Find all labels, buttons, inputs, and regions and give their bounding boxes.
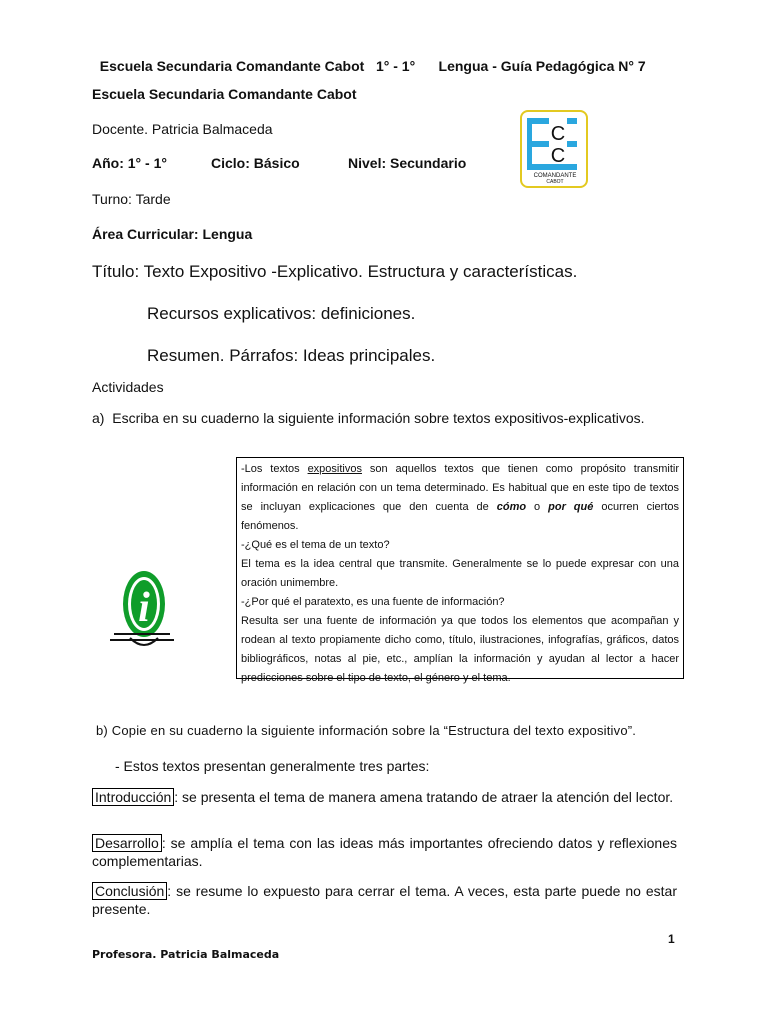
part-term: Introducción bbox=[92, 788, 174, 806]
logo-caption-2: CABOT bbox=[546, 179, 564, 185]
part-term: Conclusión bbox=[92, 882, 167, 900]
school-logo bbox=[520, 110, 588, 188]
header-school: Escuela Secundaria Comandante Cabot bbox=[99, 58, 365, 74]
main-title: Título: Texto Expositivo -Explicativo. Estructura y características. bbox=[92, 262, 578, 281]
info-answer-paratext: Resulta ser una fuente de información ya que todos los elementos que acompañan y rodean al texto propiamente dicho como, título, ilustraciones, infografías, gráficos, datos bibliográficos, notas al pie, etc., amplían la información y ayudan al lector a hacer predicciones sobre el tipo de texto, el género y el tema. bbox=[241, 615, 679, 684]
subtitle-summary: Resumen. Párrafos: Ideas principales. bbox=[147, 346, 436, 365]
year-label: Año: 1° - 1° bbox=[92, 155, 167, 171]
info-glyph: i bbox=[138, 585, 150, 631]
logo-caption-1: COMANDANTE bbox=[533, 173, 577, 179]
part-term: Desarrollo bbox=[92, 834, 162, 852]
cycle-label: Ciclo: Básico bbox=[211, 155, 300, 171]
activity-b: b) Copie en su cuaderno la siguiente información sobre la “Estructura del texto expositivo”. bbox=[96, 723, 637, 738]
info-question-topic: -¿Qué es el tema de un texto? bbox=[241, 539, 390, 551]
teacher-name: Docente. Patricia Balmaceda bbox=[92, 121, 273, 137]
shift-label: Turno: Tarde bbox=[92, 191, 171, 207]
structure-intro: - Estos textos presentan generalmente tres partes: bbox=[115, 758, 430, 774]
level-label: Nivel: Secundario bbox=[348, 155, 467, 171]
logo-letter-top: C bbox=[550, 123, 566, 145]
activity-a: a) Escriba en su cuaderno la siguiente información sobre textos expositivos-explicativos. bbox=[92, 410, 645, 426]
header-subject: Lengua - Guía Pedagógica N° 7 bbox=[438, 58, 646, 74]
header-course: 1° - 1° bbox=[375, 58, 416, 74]
subtitle-resources: Recursos explicativos: definiciones. bbox=[147, 304, 416, 323]
info-icon bbox=[108, 566, 180, 658]
part-conclusion: Conclusión : se resume lo expuesto para cerrar el tema. A veces, esta parte puede no estar presente. bbox=[92, 883, 677, 917]
logo-letter-bottom: C bbox=[550, 145, 566, 167]
term-expositivos: expositivos bbox=[307, 463, 362, 475]
info-box bbox=[236, 457, 684, 684]
course-info-row bbox=[92, 155, 512, 173]
page-header bbox=[92, 42, 646, 74]
activities-heading: Actividades bbox=[92, 379, 164, 395]
page-footer: Profesora. Patricia Balmaceda bbox=[92, 948, 280, 961]
term-como: cómo bbox=[496, 501, 527, 513]
page-number: 1 bbox=[668, 932, 675, 946]
part-introduccion: Introducción : se presenta el tema de manera amena tratando de atraer la atención del lector. bbox=[92, 788, 677, 806]
info-question-paratext: -¿Por qué el paratexto, es una fuente de información? bbox=[241, 596, 505, 608]
term-por-que: por qué bbox=[548, 501, 594, 513]
info-paragraph-definition: -Los textos expositivos son aquellos textos que tienen como propósito transmitir información en relación con un tema determinado. Es habitual que en este tipo de textos se incluyan explicaciones que den cuenta de cómo o por qué ocurren ciertos fenómenos. bbox=[241, 463, 679, 532]
part-desarrollo: Desarrollo : se amplía el tema con las ideas más importantes ofreciendo datos y reflexiones complementarias. bbox=[92, 835, 677, 869]
school-name: Escuela Secundaria Comandante Cabot bbox=[92, 86, 357, 102]
info-answer-topic: El tema es la idea central que transmite. Generalmente se lo puede expresar con una oración unimembre. bbox=[241, 558, 679, 589]
curricular-area: Área Curricular: Lengua bbox=[92, 226, 253, 242]
school-logo-graphic bbox=[522, 112, 586, 186]
